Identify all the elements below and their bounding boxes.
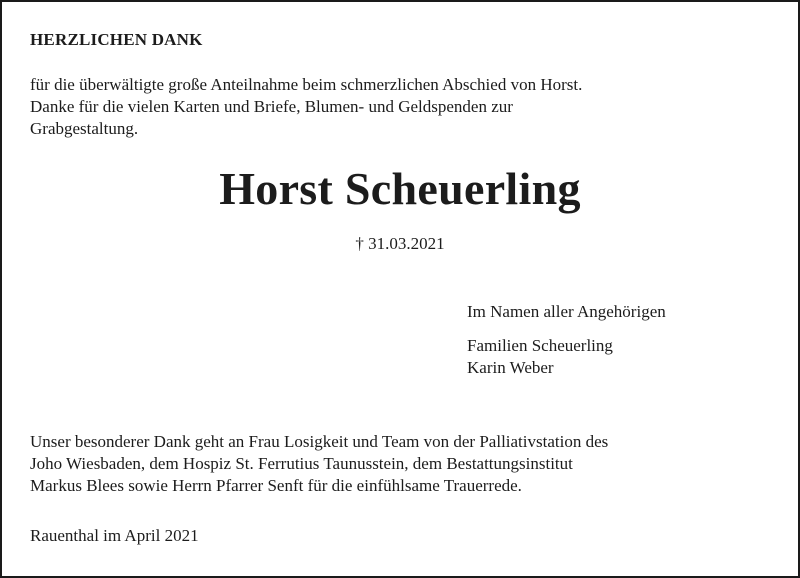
special-thanks-line: Markus Blees sowie Herrn Pfarrer Senft für die einfühlsame Trauerrede. — [30, 476, 522, 495]
deceased-name: Horst Scheuerling — [219, 163, 581, 214]
intro-line: Grabgestaltung. — [30, 119, 139, 138]
place-and-date: Rauenthal im April 2021 — [30, 526, 199, 545]
intro-paragraph — [30, 74, 770, 140]
signer-name: Karin Weber — [467, 358, 554, 377]
special-thanks-line: Unser besonderer Dank geht an Frau Losigkeit und Team von der Palliativstation des — [30, 432, 609, 451]
special-thanks-line: Joho Wiesbaden, dem Hospiz St. Ferrutius Taunusstein, dem Bestattungsinstitut — [30, 454, 573, 473]
special-thanks-paragraph — [30, 431, 790, 497]
intro-line: für die überwältigte große Anteilnahme beim schmerzlichen Abschied von Horst. — [30, 75, 583, 94]
on-behalf-text: Im Namen aller Angehörigen — [467, 302, 666, 321]
notice-heading: HERZLICHEN DANK — [30, 30, 203, 49]
intro-line: Danke für die vielen Karten und Briefe, Blumen- und Geldspenden zur — [30, 97, 513, 116]
death-date: † 31.03.2021 — [355, 234, 445, 253]
signer-name: Familien Scheuerling — [467, 336, 613, 355]
signoff-block — [467, 301, 666, 379]
